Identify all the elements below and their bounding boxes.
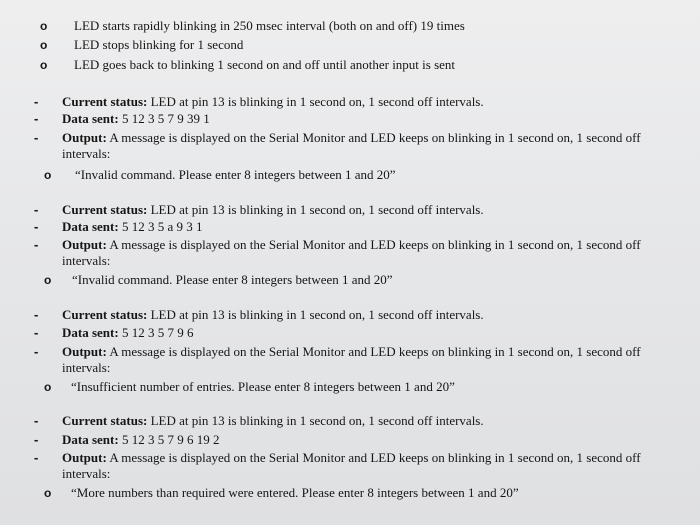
output-text: A message is displayed on the Serial Monitor and LED keeps on blinking in 1 second on, 1 second off bbox=[106, 450, 641, 465]
dash-bullet-icon: - bbox=[34, 432, 39, 447]
output-line bbox=[62, 450, 641, 466]
data-sent-line bbox=[62, 432, 219, 448]
current-status-line bbox=[62, 413, 484, 429]
dash-bullet-icon: - bbox=[34, 413, 39, 428]
output-text: A message is displayed on the Serial Monitor and LED keeps on blinking in 1 second on, 1 second off bbox=[106, 344, 641, 359]
data-text: 5 12 3 5 7 9 39 1 bbox=[118, 111, 210, 126]
data-label: Data sent: bbox=[62, 325, 119, 340]
output-label: Output: bbox=[62, 237, 107, 252]
circle-bullet-icon: o bbox=[40, 19, 48, 33]
dash-bullet-icon: - bbox=[34, 219, 39, 234]
data-sent-line bbox=[62, 219, 202, 235]
output-line bbox=[62, 130, 641, 146]
status-text: LED at pin 13 is blinking in 1 second on, 1 second off intervals. bbox=[147, 202, 484, 217]
data-sent-line bbox=[62, 325, 193, 341]
dash-bullet-icon: - bbox=[34, 307, 39, 322]
status-label: Current status: bbox=[62, 94, 148, 109]
dash-bullet-icon: - bbox=[34, 450, 39, 465]
data-label: Data sent: bbox=[62, 111, 119, 126]
data-label: Data sent: bbox=[62, 432, 119, 447]
message-line: “Insufficient number of entries. Please enter 8 integers between 1 and 20” bbox=[71, 379, 455, 394]
list-item: LED starts rapidly blinking in 250 msec interval (both on and off) 19 times bbox=[74, 18, 465, 33]
message-line: “Invalid command. Please enter 8 integers between 1 and 20” bbox=[72, 272, 393, 287]
status-label: Current status: bbox=[62, 307, 148, 322]
dash-bullet-icon: - bbox=[34, 325, 39, 340]
output-text: A message is displayed on the Serial Monitor and LED keeps on blinking in 1 second on, 1 second off bbox=[106, 237, 641, 252]
message-line: “More numbers than required were entered. Please enter 8 integers between 1 and 20” bbox=[71, 485, 519, 500]
circle-bullet-icon: o bbox=[44, 486, 52, 500]
status-text: LED at pin 13 is blinking in 1 second on, 1 second off intervals. bbox=[147, 94, 484, 109]
dash-bullet-icon: - bbox=[34, 130, 39, 145]
output-label: Output: bbox=[62, 130, 107, 145]
dash-bullet-icon: - bbox=[34, 94, 39, 109]
circle-bullet-icon: o bbox=[40, 38, 48, 52]
output-continuation: intervals: bbox=[62, 360, 111, 375]
circle-bullet-icon: o bbox=[44, 380, 52, 394]
data-sent-line bbox=[62, 111, 210, 127]
data-text: 5 12 3 5 7 9 6 bbox=[118, 325, 194, 340]
dash-bullet-icon: - bbox=[34, 111, 39, 126]
dash-bullet-icon: - bbox=[34, 344, 39, 359]
output-continuation: intervals: bbox=[62, 146, 111, 161]
data-label: Data sent: bbox=[62, 219, 119, 234]
output-continuation: intervals: bbox=[62, 253, 111, 268]
circle-bullet-icon: o bbox=[40, 58, 48, 72]
output-line bbox=[62, 344, 641, 360]
status-text: LED at pin 13 is blinking in 1 second on, 1 second off intervals. bbox=[147, 307, 484, 322]
output-continuation: intervals: bbox=[62, 466, 111, 481]
output-label: Output: bbox=[62, 450, 107, 465]
output-text: A message is displayed on the Serial Monitor and LED keeps on blinking in 1 second on, 1 second off bbox=[106, 130, 641, 145]
list-item: LED stops blinking for 1 second bbox=[74, 37, 244, 52]
circle-bullet-icon: o bbox=[44, 273, 52, 287]
data-text: 5 12 3 5 a 9 3 1 bbox=[118, 219, 203, 234]
dash-bullet-icon: - bbox=[34, 237, 39, 252]
current-status-line bbox=[62, 307, 484, 323]
status-label: Current status: bbox=[62, 202, 148, 217]
output-label: Output: bbox=[62, 344, 107, 359]
data-text: 5 12 3 5 7 9 6 19 2 bbox=[118, 432, 220, 447]
current-status-line bbox=[62, 94, 484, 110]
status-text: LED at pin 13 is blinking in 1 second on, 1 second off intervals. bbox=[147, 413, 484, 428]
list-item: LED goes back to blinking 1 second on and off until another input is sent bbox=[74, 57, 456, 72]
message-line: “Invalid command. Please enter 8 integers between 1 and 20” bbox=[75, 167, 396, 182]
dash-bullet-icon: - bbox=[34, 202, 39, 217]
output-line bbox=[62, 237, 641, 253]
current-status-line bbox=[62, 202, 484, 218]
status-label: Current status: bbox=[62, 413, 148, 428]
circle-bullet-icon: o bbox=[44, 168, 52, 182]
